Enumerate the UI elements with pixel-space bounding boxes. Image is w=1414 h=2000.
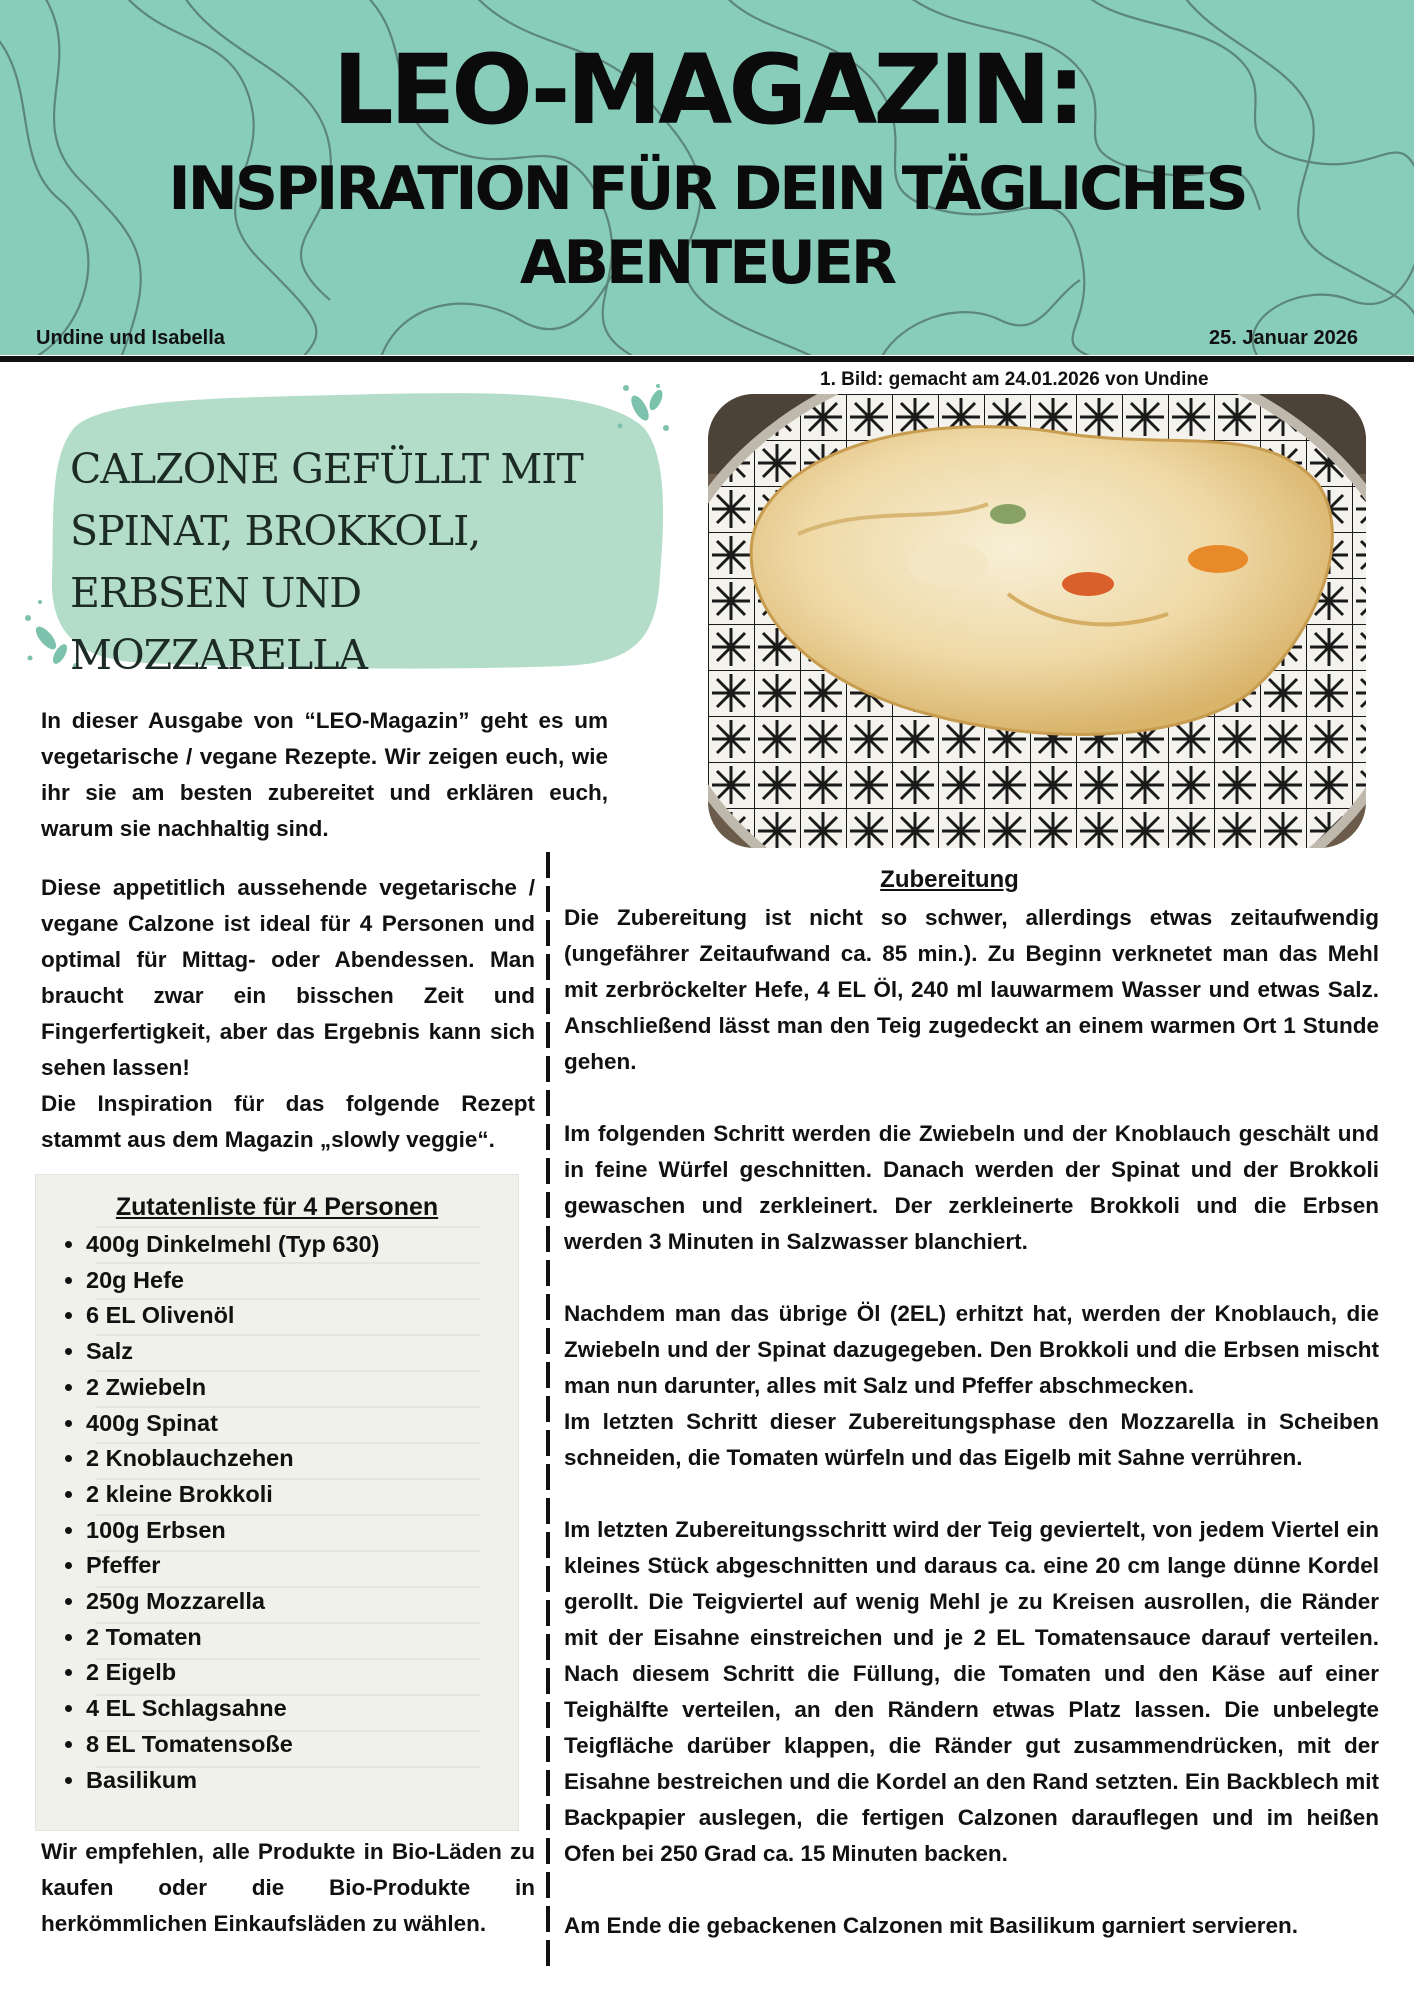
photo-caption: 1. Bild: gemacht am 24.01.2026 von Undine	[820, 369, 1209, 390]
issue-date: 25. Januar 2026	[1209, 327, 1358, 349]
magazine-header	[0, 0, 1414, 355]
ingredient-item: • Basilikum	[86, 1763, 506, 1799]
description	[41, 870, 535, 1158]
ingredient-item: • 4 EL Schlagsahne	[86, 1691, 506, 1727]
ingredient-item: • 2 Eigelb	[86, 1655, 506, 1691]
ingredient-item: • 100g Erbsen	[86, 1513, 506, 1549]
description-paragraph: Diese appetitlich aussehende vegetarische / vegane Calzone ist ideal für 4 Personen und optimal für Mittag- oder Abendessen. Man braucht zwar ein bisschen Zeit und Fingerfertigkeit, aber das Ergebnis kann sich sehen lassen!	[41, 875, 535, 1080]
preparation-paragraph: Nachdem man das übrige Öl (2EL) erhitzt hat, werden der Knoblauch, die Zwiebeln und der Spinat dazugegeben. Den Brokkoli und die Erbsen mischt man nun darunter, alles mit Salz und Pfeffer abschmecken.	[564, 1301, 1379, 1398]
ingredient-item: • 6 EL Olivenöl	[86, 1298, 506, 1334]
preparation-paragraph: Im letzten Zubereitungsschritt wird der Teig geviertelt, von jedem Viertel ein kleines Stück abgeschnitten und daraus ca. eine 20 cm lange dünne Kordel gerollt. Die Teigviertel auf wenig Mehl je zu Kreisen ausrollen, die Ränder mit der Eisahne einstreichen und je 2 EL Tomatensauce darauf verteilen. Nach diesem Schritt die Füllung, die Tomaten und den Käse auf einer Teighälfte verteilen, an den Rändern etwas Platz lassen. Die unbelegte Teigfläche darüber klappen, die Ränder gut zusammendrücken, mit der Eisahne bestreichen und die Kordel an den Rand setzten. Ein Backblech mit Backpapier auslegen, die fertigen Calzonen darauflegen und im heißen Ofen bei 250 Grad ca. 15 Minuten backen.	[564, 1517, 1379, 1866]
ingredients-title: Zutatenliste für 4 Personen	[115, 1193, 439, 1221]
ingredient-item: • Pfeffer	[86, 1548, 506, 1584]
ingredient-item: • Salz	[86, 1334, 506, 1370]
header-rule	[0, 356, 1414, 362]
ingredient-item: • 2 Knoblauchzehen	[86, 1441, 506, 1477]
ingredient-item: • 400g Spinat	[86, 1406, 506, 1442]
magazine-title: LEO-MAGAZIN:	[332, 34, 1082, 146]
preparation-paragraph: Im letzten Schritt dieser Zubereitungsphase den Mozzarella in Scheiben schneiden, die Tomaten würfeln und das Eigelb mit Sahne verrühren.	[564, 1409, 1379, 1470]
recommendation: Wir empfehlen, alle Produkte in Bio-Läden zu kaufen oder die Bio-Produkte in herkömmlichen Einkaufsläden zu wählen.	[41, 1839, 535, 1936]
ingredient-item: • 2 kleine Brokkoli	[86, 1477, 506, 1513]
preparation-paragraph: Im folgenden Schritt werden die Zwiebeln und der Knoblauch geschält und in feine Würfel geschnitten. Danach werden der Spinat und der Brokkoli gewaschen und zerkleinert. Der zerkleinerte Brokkoli und die Erbsen werden 3 Minuten in Salzwasser blanchiert.	[564, 1121, 1379, 1254]
ingredient-item: • 250g Mozzarella	[86, 1584, 506, 1620]
preparation-paragraph: Am Ende die gebackenen Calzonen mit Basilikum garniert servieren.	[564, 1913, 1298, 1938]
ingredient-item: • 2 Tomaten	[86, 1620, 506, 1656]
magazine-subtitle: INSPIRATION FÜR DEIN TÄGLICHES ABENTEUER	[168, 154, 1246, 298]
inspiration-paragraph: Die Inspiration für das folgende Rezept stammt aus dem Magazin „slowly veggie“.	[41, 1091, 535, 1152]
preparation-paragraph: Die Zubereitung ist nicht so schwer, allerdings etwas zeitaufwendig (ungefährer Zeitaufwand ca. 85 min.). Zu Beginn verknetet man das Mehl mit zerbröckelter Hefe, 4 EL Öl, 240 ml lauwarmem Wasser und etwas Salz. Anschließend lässt man den Teig zugedeckt an einem warmen Ort 1 Stunde gehen.	[564, 905, 1379, 1074]
column-divider	[545, 852, 551, 1972]
ingredient-item: • 20g Hefe	[86, 1263, 506, 1299]
calzone-image	[708, 394, 1366, 848]
authors: Undine und Isabella	[36, 327, 225, 349]
ingredients-list	[50, 1227, 506, 1798]
preparation-steps	[564, 900, 1379, 1944]
intro-paragraph: In dieser Ausgabe von “LEO-Magazin” geht es um vegetarische / vegane Rezepte. Wir zeigen euch, wie ihr sie am besten zubereitet und erklären euch, warum sie nachhaltig sind.	[41, 708, 608, 841]
ingredient-item: • 400g Dinkelmehl (Typ 630)	[86, 1227, 506, 1263]
preparation-heading: Zubereitung	[880, 866, 1019, 893]
recipe-title: CALZONE GEFÜLLT MIT SPINAT, BROKKOLI, ERBSEN UND MOZZARELLA	[70, 445, 583, 679]
ingredient-item: • 2 Zwiebeln	[86, 1370, 506, 1406]
ingredient-item: • 8 EL Tomatensoße	[86, 1727, 506, 1763]
calzone-photo	[708, 394, 1366, 848]
